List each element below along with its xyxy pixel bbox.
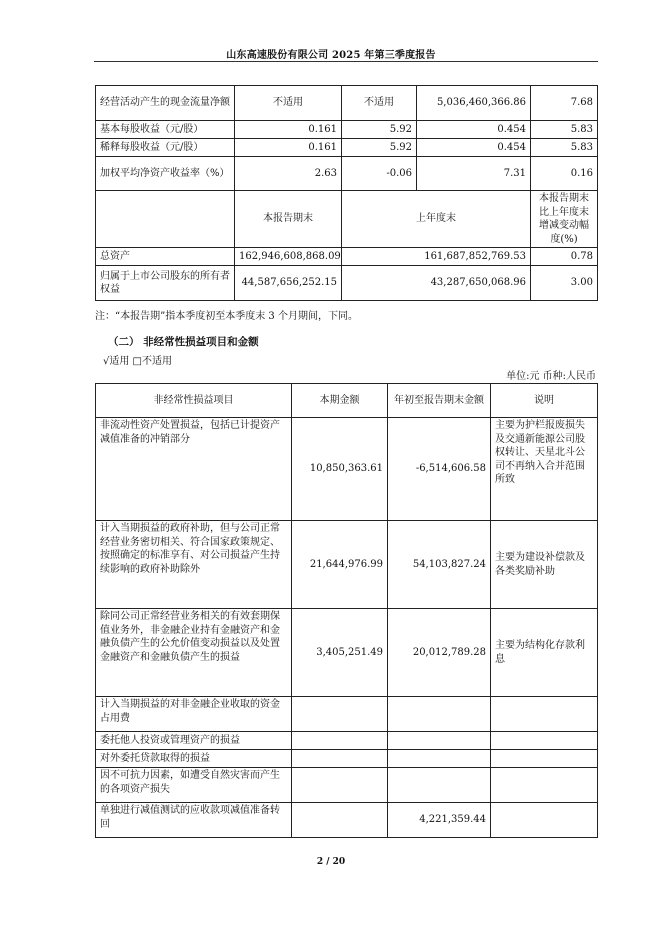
cell-value: 0.161 [235,121,342,139]
table-row [96,521,598,609]
ytd-amount-cell: 54,103,827.24 [388,521,491,609]
current-amount-cell: 10,850,363.61 [292,418,388,521]
row-label: 稀释每股收益（元/股） [96,139,235,157]
remark-cell [491,697,598,732]
ytd-amount-cell: 4,221,359.44 [388,803,491,838]
cell-value: 0.16 [531,157,598,191]
column-header: 说明 [491,384,598,418]
cell-value: 5.92 [342,139,417,157]
column-header: 本报告期末 [235,191,342,248]
item-cell: 委托他人投资或管理资产的损益 [96,732,292,750]
ytd-amount-cell [388,732,491,750]
table-row [96,732,598,750]
row-label: 加权平均净资产收益率（%） [96,157,235,191]
row-label: 经营活动产生的现金流量净额 [96,86,235,121]
table-row [96,121,598,139]
remark-cell [491,803,598,838]
table-row [96,248,598,266]
item-cell: 对外委托贷款取得的损益 [96,750,292,768]
applicability-indicator: √适用 □不适用 [103,356,172,367]
cell-value: 44,587,656,252.15 [235,266,342,301]
current-amount-cell [292,750,388,768]
table-row [96,609,598,697]
ytd-amount-cell [388,750,491,768]
table-row [96,157,598,191]
cell-value: 161,687,852,769.53 [342,248,531,266]
cell-value: 不适用 [342,86,417,121]
column-header: 本报告期末比上年度末增减变动幅度(%) [531,191,598,248]
table-footnote: 注：“本报告期”指本季度初至本季度末 3 个月期间，下同。 [95,311,358,322]
column-header: 年初至报告期末金额 [388,384,491,418]
cell-value: 5.83 [531,139,598,157]
column-header: 上年度末 [342,191,531,248]
cell-value: 0.454 [417,139,531,157]
current-amount-cell [292,768,388,803]
page-number: 2 / 20 [316,857,346,867]
report-header-title: 山东高速股份有限公司 2025 年第三季度报告 [226,50,436,61]
ytd-amount-cell: -6,514,606.58 [388,418,491,521]
ytd-amount-cell: 20,012,789.28 [388,609,491,697]
item-cell: 因不可抗力因素，如遭受自然灾害而产生的各项资产损失 [96,768,292,803]
table-subheader-row [96,191,598,248]
row-label: 归属于上市公司股东的所有者权益 [96,266,235,301]
cell-value: 7.68 [531,86,598,121]
cell-value: 5,036,460,366.86 [417,86,531,121]
item-cell: 除同公司正常经营业务相关的有效套期保值业务外，非金融企业持有金融资产和金融负债产生的公允价值变动损益以及处置金融资产和金融负债产生的损益 [96,609,292,697]
remark-cell [491,750,598,768]
table-row [96,768,598,803]
current-amount-cell: 3,405,251.49 [292,609,388,697]
row-label: 基本每股收益（元/股） [96,121,235,139]
item-cell: 计入当期损益的政府补助，但与公司正常经营业务密切相关、符合国家政策规定、按照确定的标准享有、对公司损益产生持续影响的政府补助除外 [96,521,292,609]
table-row [96,266,598,301]
current-amount-cell [292,732,388,750]
ytd-amount-cell [388,768,491,803]
table-row [96,139,598,157]
cell-value: 7.31 [417,157,531,191]
item-cell: 计入当期损益的对非金融企业收取的资金占用费 [96,697,292,732]
current-amount-cell [292,697,388,732]
item-cell: 非流动性资产处置损益，包括已计提资产减值准备的冲销部分 [96,418,292,521]
cell-value: 0.161 [235,139,342,157]
cell-value: 2.63 [235,157,342,191]
table-row [96,803,598,838]
section-heading: （二） 非经常性损益项目和金额 [108,336,259,348]
remark-cell [491,768,598,803]
financial-indicators-table [95,85,598,301]
cell-value: 0.454 [417,121,531,139]
remark-cell [491,732,598,750]
table-row [96,86,598,121]
column-header: 非经常性损益项目 [96,384,292,418]
ytd-amount-cell [388,697,491,732]
header-divider [94,61,598,62]
cell-value: 3.00 [531,266,598,301]
table-header-row [96,384,598,418]
cell-value: 162,946,608,868.09 [235,248,342,266]
current-amount-cell [292,803,388,838]
remark-cell: 主要为建设补偿款及各类奖励补助 [491,521,598,609]
non-recurring-items-table [95,383,598,838]
cell-value: 5.83 [531,121,598,139]
table-row [96,697,598,732]
remark-cell: 主要为结构化存款利息 [491,609,598,697]
cell-value: 不适用 [235,86,342,121]
table-row [96,418,598,521]
item-cell: 单独进行减值测试的应收款项减值准备转回 [96,803,292,838]
column-header: 本期金额 [292,384,388,418]
remark-cell: 主要为护栏报废损失及交通新能源公司股权转让、天星北斗公司不再纳入合并范围所致 [491,418,598,521]
row-label: 总资产 [96,248,235,266]
unit-currency-label: 单位:元 币种:人民币 [506,371,596,382]
cell-value: 43,287,650,068.96 [342,266,531,301]
current-amount-cell: 21,644,976.99 [292,521,388,609]
table-row [96,750,598,768]
cell-value: 0.78 [531,248,598,266]
empty-cell [96,191,235,248]
cell-value: -0.06 [342,157,417,191]
cell-value: 5.92 [342,121,417,139]
